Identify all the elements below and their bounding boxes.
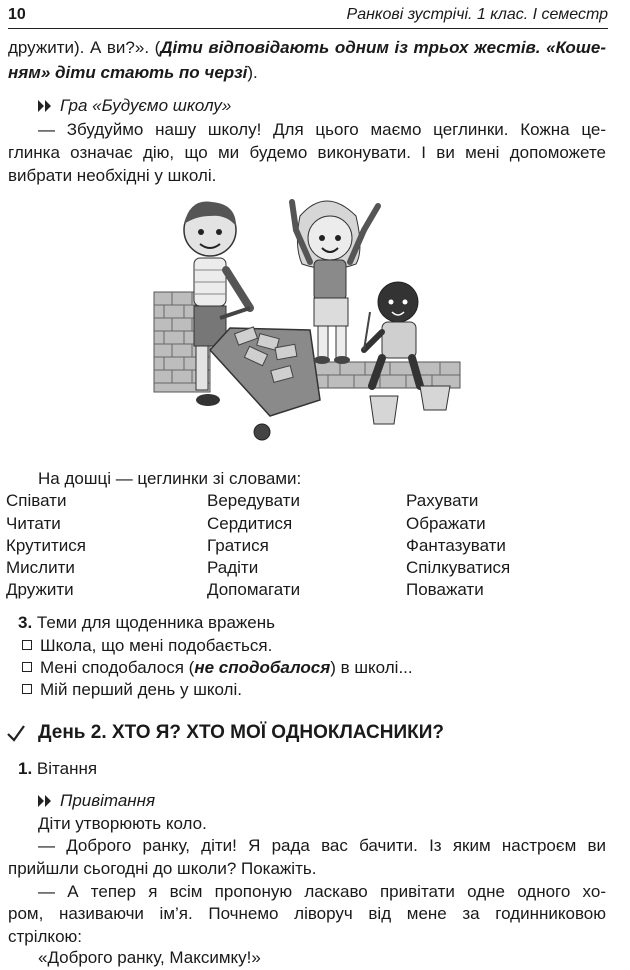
day2-title: День 2. ХТО Я? ХТО МОЇ ОДНОКЛАСНИКИ? [38, 722, 444, 743]
diary-item-text-end: ) в школі... [330, 658, 413, 677]
diary-item-italic: не сподобалося [194, 658, 331, 677]
diary-item-1 [22, 634, 272, 657]
double-arrow-icon [38, 795, 52, 807]
word-col2-5: Допомагати [207, 580, 301, 599]
diary-item-text: Школа, що мені подобається. [40, 636, 273, 655]
word-col1-1: Співати [6, 491, 67, 510]
section-heading [18, 757, 97, 780]
word-col3-3: Фантазувати [406, 536, 506, 555]
diary-item-2 [22, 656, 413, 679]
word-col1-2: Читати [6, 514, 61, 533]
running-title: Ранкові зустрічі. 1 клас. І семестр [346, 6, 608, 23]
checkbox-square-icon [22, 640, 32, 650]
section-number: 1. [18, 759, 33, 778]
word-col2-4: Радіти [207, 558, 259, 577]
intro-text-b: ). [247, 63, 258, 82]
diary-item-text: Мій перший день у школі. [40, 680, 242, 699]
greeting-heading [38, 789, 155, 812]
intro-text-a: дружити). А ви?». ( [8, 38, 161, 57]
day2-line-5: ром, називаючи ім’я. Почнемо ліворуч від мене за годинниковою [8, 904, 606, 923]
diary-title: Теми для щоденника вражень [36, 613, 276, 632]
intro-line-1 [8, 36, 606, 59]
day2-line-7: «Доброго ранку, Максимку!» [38, 948, 261, 967]
day2-line-3: прийшли сьогодні до школи? Покажіть. [8, 859, 317, 878]
sitting-boy-figure [364, 282, 450, 424]
board-intro: На дошці — цеглинки зі словами: [38, 469, 302, 488]
word-col2-2: Сердитися [207, 514, 293, 533]
page-header [8, 2, 608, 29]
game-title: Гра «Будуємо школу» [60, 96, 232, 115]
section-title: Вітання [36, 759, 98, 778]
game-line-2: глинка означає дію, що ми будемо виконувати. І ви мені допоможете [8, 143, 606, 162]
word-col3-4: Спілкуватися [406, 558, 511, 577]
checkmark-icon [6, 723, 26, 743]
diary-item-text: Мені сподобалося ( [40, 658, 195, 677]
game-line-1: — Збудуймо нашу школу! Для цього маємо цеглинки. Кожна це- [38, 120, 606, 139]
greeting-title: Привітання [60, 791, 156, 810]
game-heading [38, 94, 231, 117]
diary-heading [18, 611, 275, 634]
word-col3-1: Рахувати [406, 491, 479, 510]
day2-line-4: — А тепер я всім пропоную ласкаво привітати одне одного хо- [38, 882, 606, 901]
word-col3-5: Поважати [406, 580, 484, 599]
word-col1-5: Дружити [6, 580, 74, 599]
word-col2-1: Вередувати [207, 491, 300, 510]
game-line-3: вибрати необхідні у школі. [8, 166, 217, 185]
diary-number: 3. [18, 613, 33, 632]
day2-line-1: Діти утворюють коло. [38, 814, 207, 833]
intro-italic-a: Діти відповідають одним із трьох жестів. «Коше- [160, 38, 606, 57]
diary-item-3 [22, 678, 242, 701]
checkbox-square-icon [22, 684, 32, 694]
day2-line-6: стрілкою: [8, 927, 82, 946]
kids-building-illustration [150, 190, 470, 450]
word-col2-3: Гратися [207, 536, 269, 555]
word-col1-3: Крутитися [6, 536, 86, 555]
word-col3-2: Ображати [406, 514, 486, 533]
word-col1-4: Мислити [6, 558, 75, 577]
intro-line-2 [8, 61, 258, 84]
double-arrow-icon [38, 100, 52, 112]
checkbox-square-icon [22, 662, 32, 672]
intro-italic-b: ням» діти стають по черзі [8, 63, 248, 82]
day2-line-2: — Доброго ранку, діти! Я рада вас бачити. Із яким настроєм ви [38, 836, 606, 855]
page-number: 10 [8, 6, 26, 23]
